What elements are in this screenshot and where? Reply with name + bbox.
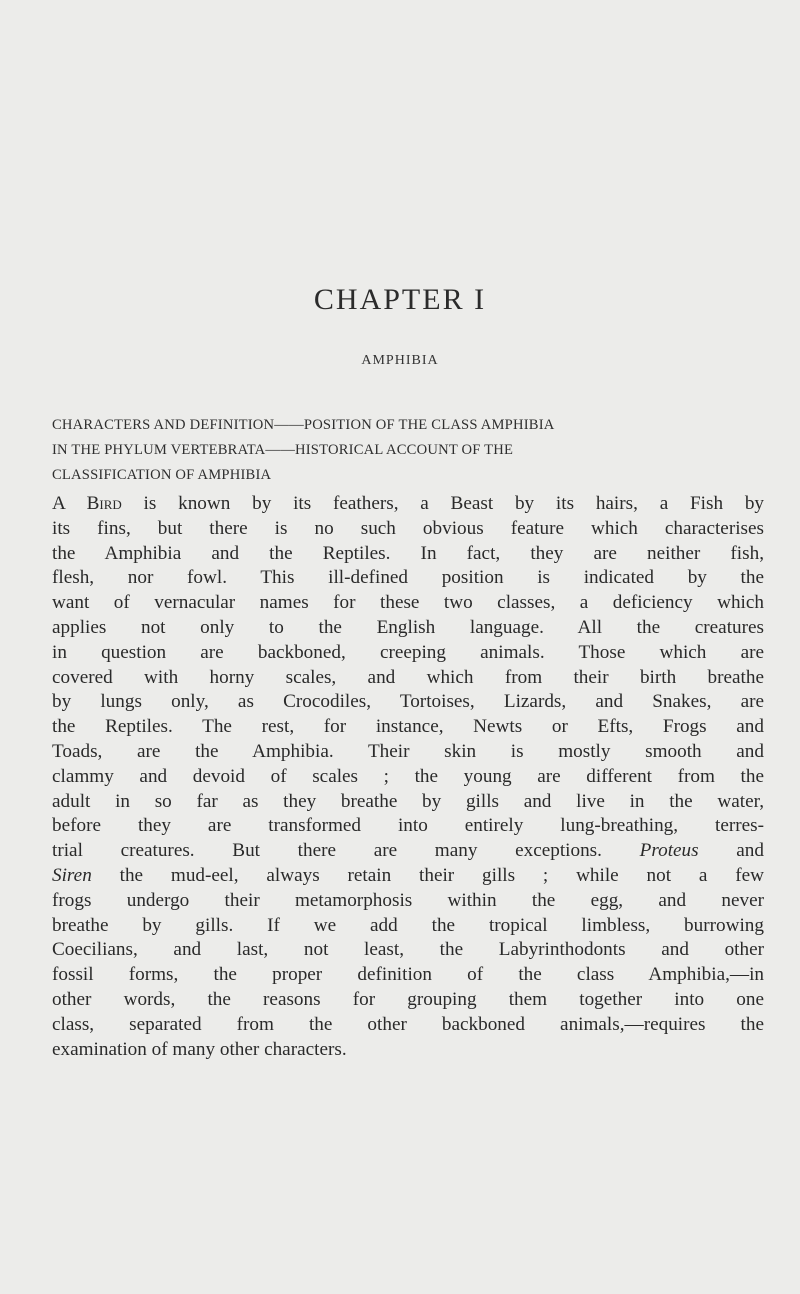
text-line: in question are backboned, creeping animals. Those which are xyxy=(52,641,764,663)
text-line: applies not only to the English language. All the creatures xyxy=(52,616,764,638)
text-line: frogs undergo their metamorphosis within the egg, and never xyxy=(52,889,764,911)
text-line: covered with horny scales, and which from their birth breathe xyxy=(52,666,764,688)
text-line xyxy=(52,492,764,517)
text-line: fossil forms, the proper definition of the class Amphibia,—in xyxy=(52,964,764,986)
text-line: by lungs only, as Crocodiles, Tortoises, Lizards, and Snakes, are xyxy=(52,691,764,713)
text-line: its fins, but there is no such obvious feature which characterises xyxy=(52,517,764,539)
text-line: examination of many other characters. xyxy=(52,1038,347,1060)
text-line xyxy=(52,839,764,864)
text-run: the mud-eel, always retain their gills ; while not a few xyxy=(91,864,764,886)
body-paragraph xyxy=(52,492,764,1062)
italic-genus-proteus: Proteus xyxy=(639,840,699,862)
text-line: class, separated from the other backboned animals,—requires the xyxy=(52,1013,764,1035)
lead-small-caps: A Bird xyxy=(52,493,122,514)
summary-line: CLASSIFICATION OF AMPHIBIA xyxy=(52,467,272,483)
text-line: adult in so far as they breathe by gills and live in the water, xyxy=(52,790,764,812)
text-line: clammy and devoid of scales ; the young are different from the xyxy=(52,765,764,787)
text-line: want of vernacular names for these two classes, a deficiency which xyxy=(52,592,764,614)
section-title: AMPHIBIA xyxy=(361,353,439,368)
text-line: the Reptiles. The rest, for instance, Newts or Efts, Frogs and xyxy=(52,716,764,738)
text-line: before they are transformed into entirely lung-breathing, terres- xyxy=(52,815,764,837)
text-line: Coecilians, and last, not least, the Labyrinthodonts and other xyxy=(52,939,764,961)
summary-line: IN THE PHYLUM VERTEBRATA——HISTORICAL ACCOUNT OF THE xyxy=(52,442,514,458)
text-run: and xyxy=(698,840,764,862)
text-line: Toads, are the Amphibia. Their skin is mostly smooth and xyxy=(52,740,764,762)
text-line: the Amphibia and the Reptiles. In fact, they are neither fish, xyxy=(52,542,764,564)
text-line: flesh, nor fowl. This ill-defined position is indicated by the xyxy=(52,567,764,589)
text-run: is known by its feathers, a Beast by its hairs, a Fish by xyxy=(121,493,765,514)
text-line: other words, the reasons for grouping them together into one xyxy=(52,988,764,1010)
italic-genus-siren: Siren xyxy=(52,864,92,886)
text-run: trial creatures. But there are many exceptions. xyxy=(52,840,640,862)
text-line xyxy=(52,864,764,889)
summary-line: CHARACTERS AND DEFINITION——POSITION OF THE CLASS AMPHIBIA xyxy=(52,417,555,433)
chapter-summary xyxy=(52,413,760,488)
chapter-title: CHAPTER I xyxy=(313,283,487,316)
text-line: breathe by gills. If we add the tropical limbless, burrowing xyxy=(52,914,764,936)
